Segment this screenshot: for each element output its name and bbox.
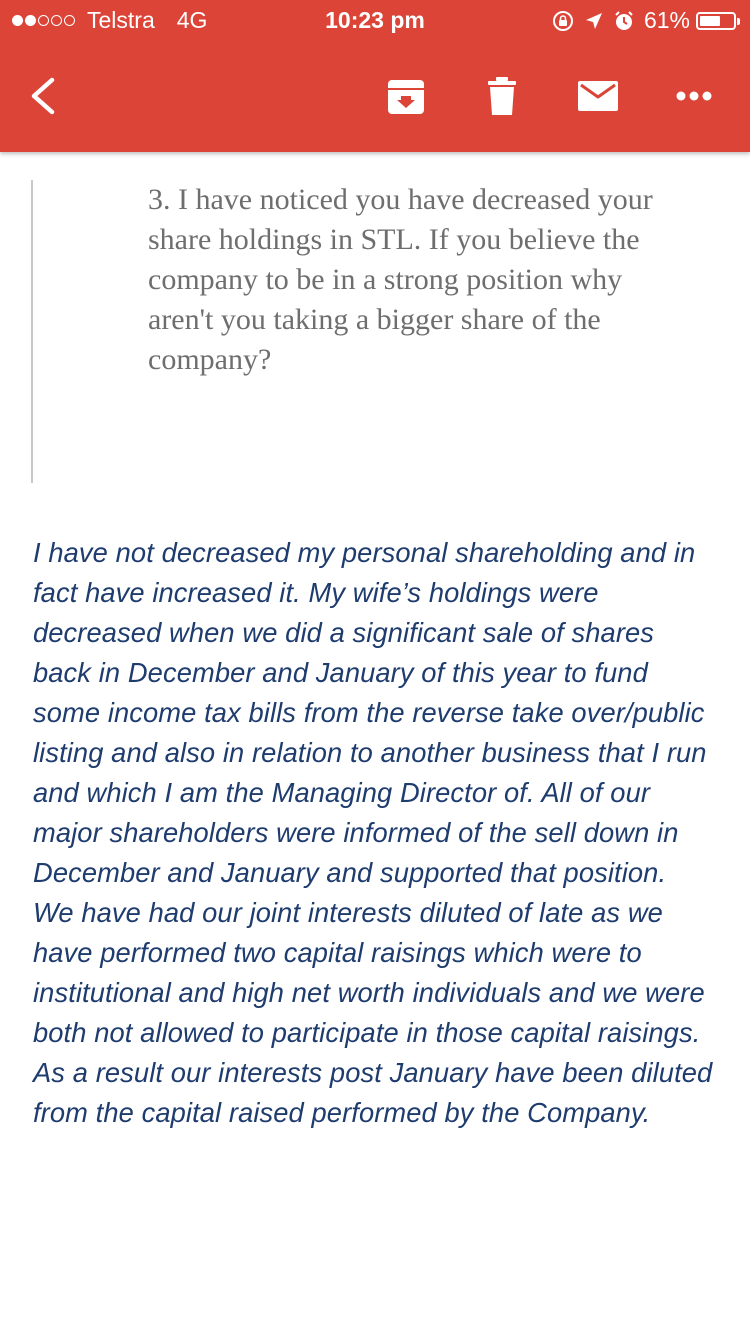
archive-button[interactable] [386, 76, 426, 116]
status-time: 10:23 pm [325, 7, 425, 33]
delete-button[interactable] [486, 76, 518, 116]
quote-bar [31, 180, 33, 483]
app-header [0, 0, 750, 152]
rotation-lock-icon [552, 10, 574, 32]
location-arrow-icon [584, 11, 604, 31]
more-icon [676, 90, 712, 102]
quoted-text: 3. I have noticed you have decreased your share holdings in STL. If you believe the company to be in a strong position why aren't you taking a bigger share of the company? [148, 183, 653, 376]
mail-icon [577, 80, 619, 112]
battery-fill [700, 16, 720, 26]
archive-icon [386, 76, 426, 116]
battery-percent: 61% [643, 7, 690, 33]
carrier-name: Telstra [87, 7, 155, 33]
mark-unread-button[interactable] [577, 80, 619, 112]
reply-text: I have not decreased my personal shareholding and in fact have increased it. My wife’s holdings were decreased when we did a significant sale of shares back in December and January of this year to fund some income tax bills from the reverse take over/public listing and also in relation to another business that I run and which I am the Managing Director of. All of our major shareholders were informed of the sell down in December and January and supported that position. We have had our joint interests diluted of late as we have performed two capital raisings which were to institutional and high net worth individuals and we were both not allowed to participate in those capital raisings. As a result our interests post January have been diluted from the capital raised performed by the Company. [33, 537, 713, 1128]
status-right [552, 7, 736, 34]
network-type: 4G [176, 7, 208, 33]
battery-icon [696, 12, 736, 30]
more-options-button[interactable] [676, 90, 712, 102]
back-icon [26, 76, 60, 116]
battery-tip [737, 18, 740, 25]
back-button[interactable] [26, 76, 60, 116]
status-bar [0, 0, 750, 40]
trash-icon [486, 76, 518, 116]
alarm-clock-icon [614, 10, 634, 32]
